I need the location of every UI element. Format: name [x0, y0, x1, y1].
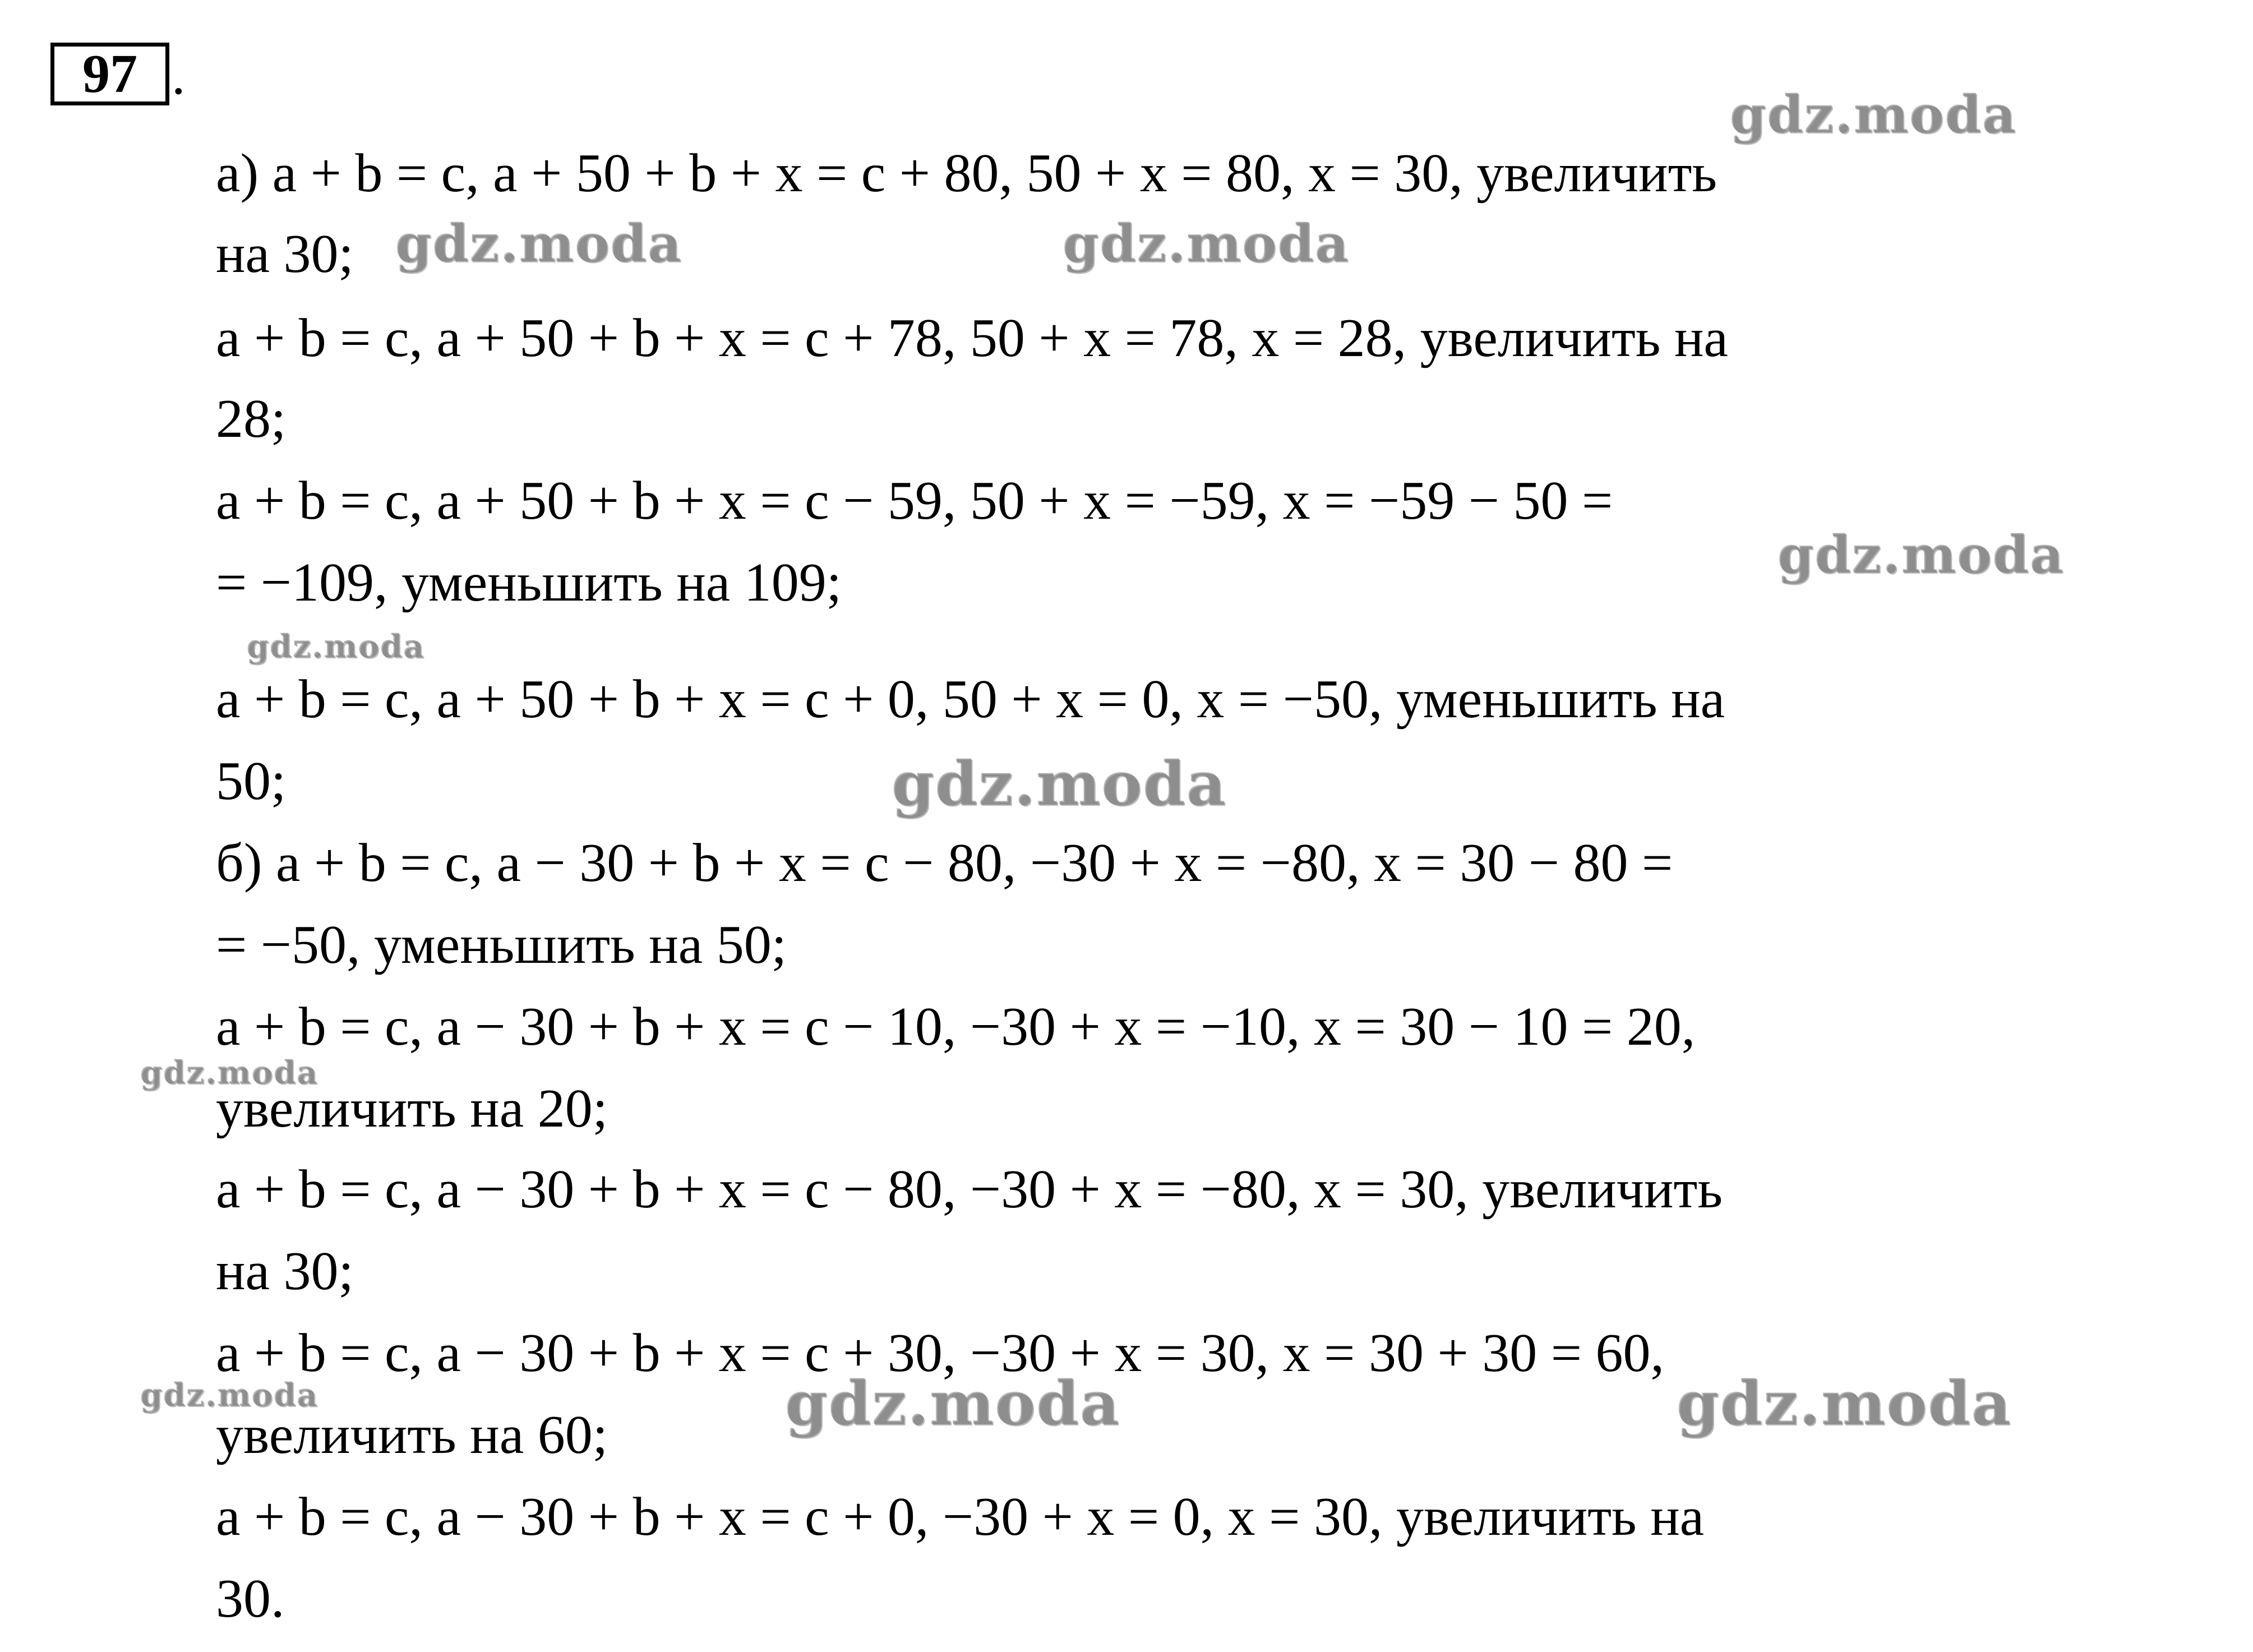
watermark: gdz.moda	[1677, 1368, 2012, 1439]
watermark: gdz.moda	[1063, 213, 1350, 274]
solution-line: б) a + b = c, a − 30 + b + x = c − 80, −30 + x = −80, x = 30 − 80 =	[216, 833, 1673, 893]
solution-line: a + b = c, a − 30 + b + x = c + 0, −30 + x = 0, x = 30, увеличить на	[216, 1487, 1705, 1547]
solution-line: на 30;	[216, 1241, 354, 1302]
solution-line: увеличить на 60;	[216, 1405, 608, 1465]
watermark: gdz.moda	[1778, 524, 2065, 585]
problem-number-box	[50, 43, 169, 105]
problem-number-dot: .	[172, 45, 186, 106]
solution-line: a + b = c, a − 30 + b + x = c − 80, −30 + x = −80, x = 30, увеличить	[216, 1159, 1723, 1220]
watermark: gdz.moda	[395, 213, 682, 274]
watermark: gdz.moda	[1730, 84, 2017, 145]
watermark: gdz.moda	[785, 1368, 1120, 1439]
solution-line: на 30;	[216, 224, 354, 284]
solution-line: a + b = c, a + 50 + b + x = c + 0, 50 + x = 0, x = −50, уменьшить на	[216, 669, 1725, 730]
solution-line: = −50, уменьшить на 50;	[216, 915, 787, 975]
watermark: gdz.moda	[247, 628, 425, 665]
problem-number: 97	[82, 44, 137, 104]
solution-line: a + b = c, a − 30 + b + x = c − 10, −30 + x = −10, x = 30 − 10 = 20,	[216, 996, 1696, 1057]
solution-line: a + b = c, a + 50 + b + x = c + 78, 50 + x = 78, x = 28, увеличить на	[216, 308, 1728, 368]
solution-line: а) a + b = c, a + 50 + b + x = c + 80, 50 + x = 80, x = 30, увеличить	[216, 143, 1718, 204]
solution-line: = −109, уменьшить на 109;	[216, 552, 842, 613]
solution-line: увеличить на 20;	[216, 1078, 608, 1139]
solution-line: 30.	[216, 1568, 285, 1629]
solution-line: a + b = c, a − 30 + b + x = c + 30, −30 + x = 30, x = 30 + 30 = 60,	[216, 1323, 1664, 1383]
solution-line: a + b = c, a + 50 + b + x = c − 59, 50 + x = −59, x = −59 − 50 =	[216, 470, 1613, 531]
solution-line: 50;	[216, 751, 287, 811]
watermark: gdz.moda	[140, 1054, 318, 1091]
solution-line: 28;	[216, 389, 287, 449]
watermark: gdz.moda	[140, 1377, 318, 1414]
watermark: gdz.moda	[892, 749, 1227, 819]
